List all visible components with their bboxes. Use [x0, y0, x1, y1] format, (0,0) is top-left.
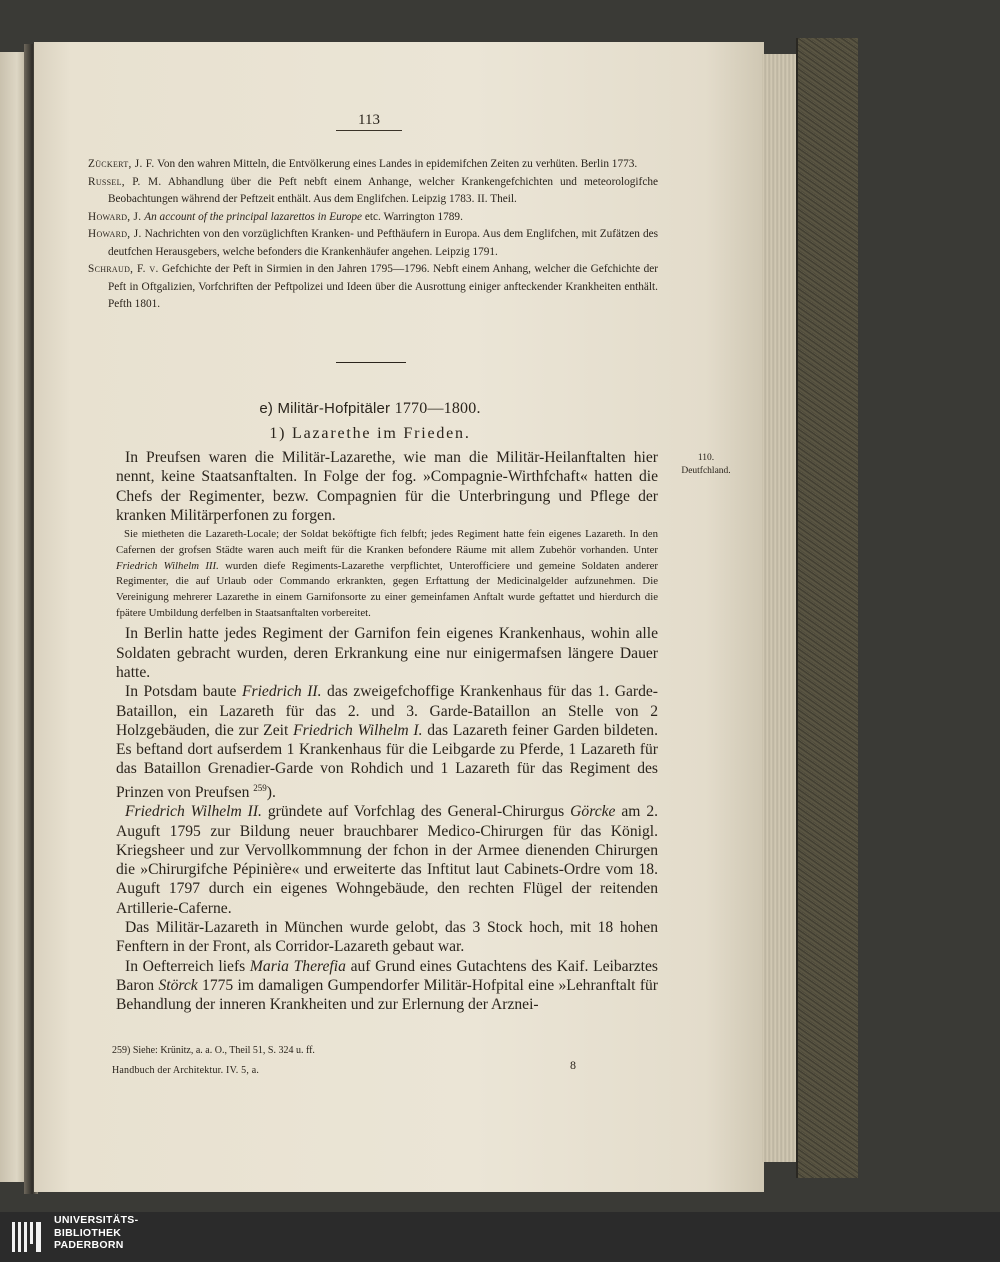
reference-text: Nachrichten von den vorzüglichften Kranken- und Pefthäufern in Europa. Aus dem Englifchen, mit Zufätzen des deutfchen Herausgebers, welche befonders die Krankenhäufer angehen. Leipzig 1791.	[108, 228, 658, 258]
text-run: Sie mietheten die Lazareth-Locale; der Soldat beköftigte fich felbft; jedes Regiment hatte fein eigenes Lazareth. In den Cafernen der grofsen Städte waren auch meift für die Kranken befondere Räume mit allem Zubehör vorhanden. Unter	[116, 528, 658, 556]
reference-entry	[88, 174, 658, 209]
page-edges	[762, 54, 798, 1162]
footnote: 259) Siehe: Krünitz, a. a. O., Theil 51, S. 324 u. ff.	[112, 1045, 315, 1056]
reference-author: Howard, J.	[88, 228, 142, 240]
paragraph: In Berlin hatte jedes Regiment der Garnifon fein eigenes Krankenhaus, wohin alle Soldaten gebracht wurden, deren Erkrankung eine nur einigermafsen längere Dauer hatte.	[116, 625, 658, 681]
section-years: 1770—1800.	[394, 400, 481, 417]
reference-entry	[88, 209, 658, 227]
library-name	[54, 1214, 138, 1252]
page-number-rule	[336, 130, 402, 131]
italic-name: Maria Therefia	[249, 957, 346, 975]
italic-name: Görcke	[570, 803, 616, 821]
paragraph	[116, 802, 658, 918]
italic-name: Friedrich Wilhelm III.	[116, 559, 219, 572]
margin-note-number: 110.	[697, 453, 715, 463]
reference-list	[88, 156, 658, 314]
text-run: In Oefterreich liefs	[125, 957, 246, 975]
footer-citation: Handbuch der Architektur. IV. 5, a.	[112, 1065, 260, 1076]
italic-name: Störck	[158, 976, 198, 994]
subsection-title: 1) Lazarethe im Frieden.	[269, 425, 471, 442]
reference-entry	[88, 261, 658, 314]
paragraph	[116, 957, 658, 1015]
reference-author: Howard, J.	[88, 210, 142, 223]
library-logo-icon	[12, 1222, 46, 1252]
section-divider	[336, 362, 406, 363]
margin-note	[664, 452, 748, 478]
library-name-line: PADERBORN	[54, 1239, 124, 1251]
small-print-paragraph	[116, 527, 658, 621]
reference-text: Abhandlung über die Peft nebft einem Anhange, welcher Krankengefchichten und meteorologifche Beobachtungen während der Peftzeit enthält. Aus dem Englifchen. Leipzig 1783. II. Theil.	[108, 175, 658, 205]
section-title-text: e) Militär-Hofpitäler	[259, 400, 391, 417]
section-title	[0, 400, 740, 418]
paragraph	[116, 682, 658, 802]
italic-name: Friedrich Wilhelm I.	[293, 721, 423, 739]
reference-text: Gefchichte der Peft in Sirmien in den Jahren 1795—1796. Nebft einem Anhang, welcher die Gefchichte der Peft in Oftgalizien, Vorfchriften der Peftpolizei und Ideen über die Ausrottung einiger anfteckender Krankheiten enthält. Pefth 1801.	[108, 263, 658, 310]
text-run: gründete auf Vorfchlag des General-Chirurgus	[267, 803, 565, 821]
reference-entry	[88, 226, 658, 261]
reference-author: Russel, P. M.	[88, 175, 162, 188]
reference-text: Von den wahren Mitteln, die Entvölkerung eines Landes in epidemifchen Zeiten zu verhüten. Berlin 1773.	[157, 158, 638, 170]
library-banner	[0, 1212, 1000, 1262]
signature-mark: 8	[570, 1058, 576, 1072]
page-number: 113	[358, 112, 380, 128]
paragraph: Das Militär-Lazareth in München wurde gelobt, das 3 Stock hoch, mit 18 hohen Fenftern in der Front, als Corridor-Lazareth gebaut war.	[116, 919, 658, 956]
reference-text: etc. Warrington 1789.	[364, 210, 463, 223]
reference-title-italic: An account of the principal lazarettos in Europe	[144, 210, 363, 223]
body-text	[116, 448, 658, 1015]
text-run: In Potsdam baute	[125, 683, 237, 701]
italic-name: Friedrich Wilhelm II.	[125, 803, 262, 821]
reference-entry	[88, 156, 658, 174]
library-name-line: BIBLIOTHEK	[54, 1226, 122, 1239]
text-run: ).	[266, 783, 276, 801]
book-cover-edge	[796, 38, 858, 1178]
italic-name: Friedrich II.	[241, 683, 322, 701]
text-run: wurden diefe Regiments-Lazarethe verpflichtet, Unterofficiere und gemeine Soldaten anderer Regimenter, die auf Urlaub oder Commando erkrankten, gegen Erftattung der Medicinalgelder aufzunehmen. Die Vereinigung mehrerer Lazarethe in einem Garnifonsorte zu einer gemeinfamen Anftalt wurde geftattet und hierdurch die fpätere Umbildung derfelben in Staatsanftalten vorbereitet.	[116, 559, 659, 619]
footnote-marker: 259	[253, 782, 267, 793]
library-name-line: UNIVERSITÄTS-	[54, 1214, 139, 1226]
paragraph: In Preufsen waren die Militär-Lazarethe, wie man die Militär-Heilanftalten hier nennt, keine Staatsanftalten. In Folge der fog. »Compagnie-Wirthfchaft« hatten die Chefs der Regimenter, bezw. Compagnien für die Unterbringung und Pflege der kranken Militärperfonen zu forgen.	[116, 449, 658, 524]
reference-author: Schraud, F. v.	[88, 263, 159, 275]
text-run: auf Grund eines Gutachtens des Kaif. Leibarztes Baron	[116, 957, 659, 994]
text-run: das Lazareth feiner Garden bildeten. Es beftand dort aufserdem 1 Krankenhaus für die Leibgarde zu Pferde, 1 Lazareth für das Bataillon Grenadier-Garde von Rohdich und 1 Lazareth für das Regiment des Prinzen von Preufsen	[116, 721, 659, 801]
reference-author: Zückert, J. F.	[88, 158, 155, 170]
text-run: am 2. Auguft 1795 zur Bildung neuer brauchbarer Medico-Chirurgen für das Königl. Kriegsheer und zur Vervollkommnung der fchon in der Armee dienenden Chirurgen die »Chirurgifche Pépinière« und erweiterte das Inftitut laut Cabinets-Ordre vom 18. Auguft 1797 durch ein eigenes Wohngebäude, den rechten Flügel der reitenden Artillerie-Caferne.	[116, 803, 659, 917]
text-run: 1775 im damaligen Gumpendorfer Militär-Hofpital eine »Lehranftalt für Behandlung der inneren Krankheiten und zur Erlernung der Arznei-	[116, 976, 659, 1014]
margin-note-label: Deutfchland.	[681, 466, 731, 476]
text-run: das zweigefchoffige Krankenhaus für das 1. Garde-Bataillon, ein Lazareth für das 2. und 3. Garde-Bataillon an Stelle von 2 Holzgebäuden, die zur Zeit	[116, 683, 658, 739]
